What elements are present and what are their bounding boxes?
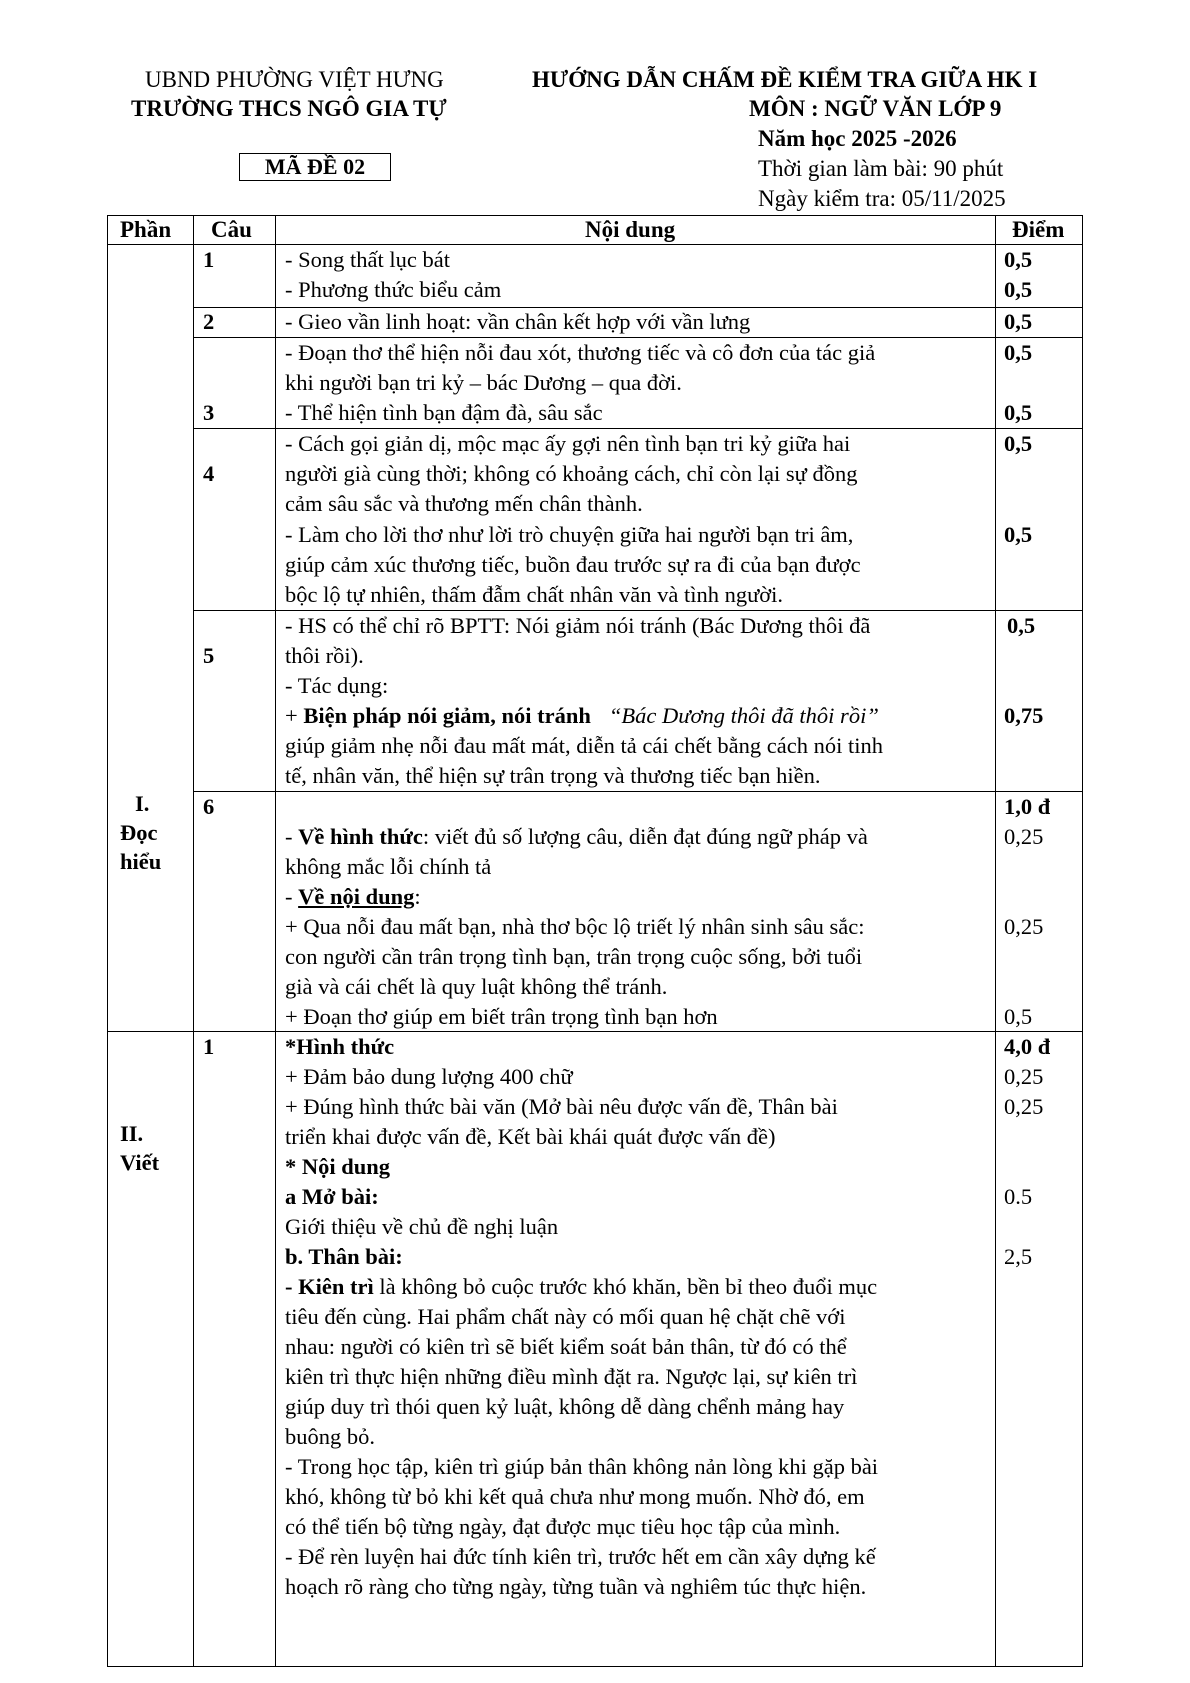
answer-line: - Gieo vần linh hoạt: vần chân kết hợp với vần lưng [285,309,751,334]
question-1-number: 1 [203,247,215,272]
answer-line: con người cần trân trọng tình bạn, trân trọng cuộc sống, bởi tuổi [285,944,863,969]
answer-line: triển khai được vấn đề, Kết bài khái quát được vấn đề) [285,1124,776,1149]
answer-line: già và cái chết là quy luật không thể tránh. [285,974,668,999]
bold-phrase: Về nội dung [298,884,415,909]
answer-line: khó, không từ bỏ khi kết quả chưa như mong muốn. Nhờ đó, em [285,1484,865,1509]
score-value: 0,5 [1004,247,1033,272]
bold-phrase: Về hình thức [298,824,423,849]
exam-date: Ngày kiểm tra: 05/11/2025 [758,186,1006,211]
part-1-word1: Đọc [120,820,158,845]
score-value: 2,5 [1004,1244,1033,1269]
answer-line: nhau: người có kiên trì sẽ biết kiểm soát bản thân, từ đó có thể [285,1334,847,1359]
answer-line: + Đảm bảo dung lượng 400 chữ [285,1064,573,1089]
quoted-phrase: “Bác Dương thôi đã thôi rồi” [608,703,879,728]
answer-line: - Song thất lục bát [285,247,450,272]
column-divider [995,215,996,1667]
score-value: 0,25 [1004,824,1044,849]
question-2-number: 2 [203,309,215,334]
answer-line [285,822,868,852]
answer-line [285,1272,877,1302]
score-value: 0,5 [1004,309,1033,334]
answer-line: có thể tiến bộ từng ngày, đạt được mục tiêu học tập của mình. [285,1514,841,1539]
row-divider [193,791,1083,792]
exam-code-box [239,153,391,181]
part-2-label [120,1119,190,1177]
bold-phrase: Biện pháp nói giảm, nói tránh [303,703,591,728]
answer-line: thôi rồi). [285,643,364,668]
answer-line: bộc lộ tự nhiên, thấm đẫm chất nhân văn và tình người. [285,582,784,607]
answer-line: kiên trì thực hiện những điều mình đặt ra. Ngược lại, sự kiên trì [285,1364,858,1389]
answer-line: - Đoạn thơ thể hiện nỗi đau xót, thương tiếc và cô đơn của tác giả [285,340,876,365]
question-6-number: 6 [203,794,215,819]
answer-line [285,882,421,912]
score-value: 0,5 [1004,431,1033,456]
line-rest: là không bỏ cuộc trước khó khăn, bền bỉ theo đuổi mục [373,1274,878,1299]
answer-line: tế, nhân văn, thể hiện sự trân trọng và thương tiếc bạn hiền. [285,763,821,788]
score-value: 0,5 [1004,340,1033,365]
org-name: UBND PHƯỜNG VIỆT HƯNG [145,67,444,92]
header-content: Nội dung [585,217,676,242]
content-heading: * Nội dung [285,1154,391,1179]
answer-line: giúp giảm nhẹ nỗi đau mất mát, diễn tả cái chết bằng cách nói tinh [285,733,883,758]
answer-line: Giới thiệu về chủ đề nghị luận [285,1214,559,1239]
line-prefix: + [285,703,304,728]
part-2-numeral: II. [120,1121,144,1146]
score-total: 1,0 đ [1004,794,1051,819]
header-question: Câu [211,217,252,242]
answer-line: - Cách gọi giản dị, mộc mạc ấy gợi nên tình bạn tri kỷ giữa hai [285,431,851,456]
answer-line: - Để rèn luyện hai đức tính kiên trì, trước hết em cần xây dựng kế [285,1544,876,1569]
score-value: 0,25 [1004,1094,1044,1119]
question-5-number: 5 [203,643,215,668]
part-1-label [120,789,190,876]
answer-line: - Thể hiện tình bạn đậm đà, sâu sắc [285,400,603,425]
line-rest: : viết đủ số lượng câu, diễn đạt đúng ngữ pháp và [422,824,868,849]
intro-heading: a Mở bài: [285,1184,379,1209]
answer-line: người già cùng thời; không có khoảng cách, chỉ còn lại sự đồng [285,461,858,486]
score-value: 0,5 [1004,277,1033,302]
form-heading: *Hình thức [285,1034,395,1059]
bold-phrase: - Kiên trì [285,1274,374,1299]
answer-line: khi người bạn tri kỷ – bác Dương – qua đời. [285,370,682,395]
score-value: 0,75 [1004,703,1044,728]
answer-line: - Phương thức biểu cảm [285,277,502,302]
answer-line: cảm sâu sắc và thương mến chân thành. [285,491,643,516]
line-prefix: - [285,824,299,849]
score-total: 4,0 đ [1004,1034,1051,1059]
answer-line: tiêu đến cùng. Hai phẩm chất này có mối quan hệ chặt chẽ với [285,1304,846,1329]
answer-line: - Làm cho lời thơ như lời trò chuyện giữa hai người bạn tri âm, [285,522,854,547]
part-1-word2: hiểu [120,849,162,874]
score-value: 0,5 [1004,522,1033,547]
column-divider [275,215,276,1667]
answer-line: + Đoạn thơ giúp em biết trân trọng tình bạn hơn [285,1004,718,1029]
answer-line [285,701,879,731]
answer-line: không mắc lỗi chính tả [285,854,492,879]
answer-line: buông bỏ. [285,1424,375,1449]
exam-duration: Thời gian làm bài: 90 phút [758,156,1004,181]
answer-line: hoạch rõ ràng cho từng ngày, từng tuần và nghiêm túc thực hiện. [285,1574,867,1599]
score-value: 0,5 [1004,400,1033,425]
score-value: 0,25 [1004,1064,1044,1089]
score-value: 0,5 [1007,613,1036,638]
column-divider [193,215,194,1667]
school-name: TRƯỜNG THCS NGÔ GIA TỰ [131,96,447,121]
answer-line: - HS có thể chỉ rõ BPTT: Nói giảm nói tránh (Bác Dương thôi đã [285,613,871,638]
header-score: Điểm [1012,217,1065,242]
body-heading: b. Thân bài: [285,1244,403,1269]
school-year: Năm học 2025 -2026 [758,126,957,151]
answer-line: - Trong học tập, kiên trì giúp bản thân không nản lòng khi gặp bài [285,1454,879,1479]
answer-line: - Tác dụng: [285,673,389,698]
answer-line: + Đúng hình thức bài văn (Mở bài nêu được vấn đề, Thân bài [285,1094,838,1119]
line-rest: : [414,884,421,909]
part-1-numeral: I. [135,791,150,816]
score-value: 0,5 [1004,1004,1033,1029]
document-title: HƯỚNG DẪN CHẤM ĐỀ KIỂM TRA GIỮA HK I [532,67,1038,92]
score-value: 0.5 [1004,1184,1033,1209]
score-value: 0,25 [1004,914,1044,939]
writing-question-1-number: 1 [203,1034,215,1059]
question-4-number: 4 [203,461,215,486]
answer-line: giúp duy trì thói quen kỷ luật, không dễ dàng chểnh mảng hay [285,1394,845,1419]
answer-line: + Qua nỗi đau mất bạn, nhà thơ bộc lộ triết lý nhân sinh sâu sắc: [285,914,865,939]
exam-code: MÃ ĐỀ 02 [264,154,366,179]
subject-title: MÔN : NGỮ VĂN LỚP 9 [749,96,1002,121]
answer-line: giúp cảm xúc thương tiếc, buồn đau trước sự ra đi của bạn được [285,552,861,577]
header-part: Phần [120,217,172,242]
part-2-word: Viết [120,1150,160,1175]
question-3-number: 3 [203,400,215,425]
line-prefix: - [285,884,299,909]
